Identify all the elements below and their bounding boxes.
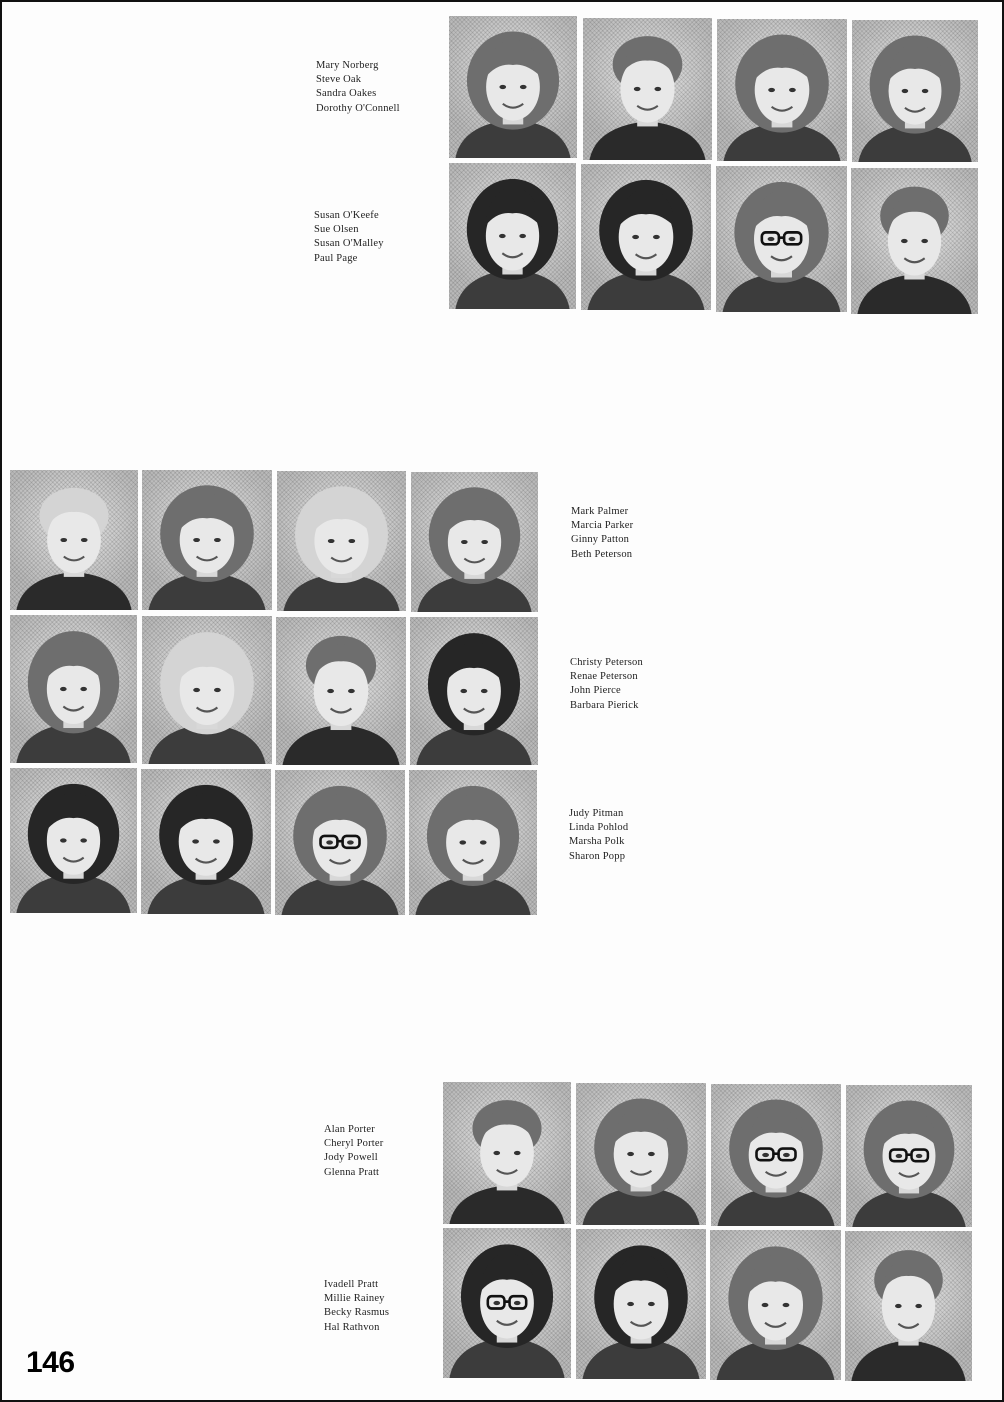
student-name: Dorothy O'Connell: [316, 102, 400, 114]
portrait-photo: [142, 616, 272, 764]
student-name: Marcia Parker: [571, 520, 634, 532]
portrait-silhouette: [443, 1082, 571, 1224]
portrait-silhouette: [851, 168, 978, 314]
portrait-photo: [142, 470, 272, 610]
portrait-silhouette: [10, 470, 138, 610]
portrait-photo: [10, 768, 137, 913]
portrait-silhouette: [845, 1231, 972, 1381]
portrait-silhouette: [846, 1085, 972, 1227]
portrait-photo: [710, 1230, 841, 1380]
portrait-photo: [411, 472, 538, 612]
portrait-silhouette: [142, 470, 272, 610]
student-name: Jody Powell: [324, 1152, 378, 1164]
name-list-mary-norberg-group: [316, 59, 400, 116]
portrait-silhouette: [583, 18, 712, 160]
portrait-photo: [276, 617, 406, 765]
portrait-photo: [449, 163, 576, 309]
student-name: Cheryl Porter: [324, 1138, 384, 1150]
portrait-photo: [845, 1231, 972, 1381]
portrait-silhouette: [410, 617, 538, 765]
student-name: Susan O'Malley: [314, 238, 384, 250]
student-name: Hal Rathvon: [324, 1321, 380, 1333]
portrait-silhouette: [142, 616, 272, 764]
portrait-photo: [581, 164, 711, 310]
student-name: Susan O'Keefe: [314, 210, 379, 221]
portrait-silhouette: [443, 1228, 571, 1378]
student-name: Ginny Patton: [571, 534, 630, 546]
name-list-ivadell-pratt-group: [324, 1278, 389, 1335]
portrait-photo: [10, 470, 138, 610]
student-name: Ivadell Pratt: [324, 1279, 379, 1290]
student-name: Sharon Popp: [569, 850, 626, 862]
portrait-photo: [409, 770, 537, 915]
portrait-silhouette: [716, 166, 847, 312]
portrait-photo: [846, 1085, 972, 1227]
portrait-photo: [275, 770, 405, 915]
student-name: Millie Rainey: [324, 1293, 385, 1305]
student-name: Linda Pohlod: [569, 822, 629, 834]
portrait-photo: [851, 168, 978, 314]
name-list-judy-pitman-group: [569, 807, 628, 864]
student-name: Christy Peterson: [570, 657, 643, 668]
name-list-christy-peterson-group: [570, 656, 643, 713]
student-name: Judy Pitman: [569, 808, 624, 819]
student-name: Barbara Pierick: [570, 699, 639, 711]
portrait-silhouette: [449, 16, 577, 158]
portrait-silhouette: [852, 20, 978, 162]
portrait-silhouette: [717, 19, 847, 161]
portrait-silhouette: [409, 770, 537, 915]
portrait-photo: [443, 1082, 571, 1224]
portrait-photo: [711, 1084, 841, 1226]
student-name: Glenna Pratt: [324, 1166, 380, 1178]
student-name: Renae Peterson: [570, 671, 638, 683]
portrait-silhouette: [275, 770, 405, 915]
portrait-photo: [449, 16, 577, 158]
student-name: John Pierce: [570, 685, 621, 697]
student-name: Mark Palmer: [571, 506, 629, 517]
portrait-photo: [410, 617, 538, 765]
page-number: 146: [26, 1346, 75, 1379]
portrait-photo: [717, 19, 847, 161]
portrait-photo: [583, 18, 712, 160]
portrait-silhouette: [277, 471, 406, 611]
portrait-photo: [716, 166, 847, 312]
name-list-alan-porter-group: [324, 1123, 383, 1180]
portrait-silhouette: [10, 768, 137, 913]
student-name: Marsha Polk: [569, 836, 625, 848]
portrait-photo: [443, 1228, 571, 1378]
student-name: Sue Olsen: [314, 224, 359, 236]
portrait-silhouette: [141, 769, 271, 914]
name-list-susan-okeefe-group: [314, 209, 384, 266]
portrait-silhouette: [581, 164, 711, 310]
student-name: Steve Oak: [316, 74, 362, 86]
portrait-photo: [10, 615, 137, 763]
student-name: Becky Rasmus: [324, 1307, 390, 1319]
portrait-silhouette: [411, 472, 538, 612]
student-name: Mary Norberg: [316, 60, 379, 71]
student-name: Beth Peterson: [571, 548, 633, 560]
portrait-photo: [576, 1229, 706, 1379]
portrait-photo: [277, 471, 406, 611]
portrait-silhouette: [576, 1083, 706, 1225]
portrait-silhouette: [710, 1230, 841, 1380]
student-name: Alan Porter: [324, 1124, 375, 1135]
portrait-silhouette: [10, 615, 137, 763]
portrait-silhouette: [576, 1229, 706, 1379]
student-name: Sandra Oakes: [316, 88, 377, 100]
portrait-photo: [576, 1083, 706, 1225]
name-list-mark-palmer-group: [571, 505, 633, 562]
portrait-photo: [141, 769, 271, 914]
student-name: Paul Page: [314, 252, 358, 264]
portrait-photo: [852, 20, 978, 162]
portrait-silhouette: [276, 617, 406, 765]
portrait-silhouette: [711, 1084, 841, 1226]
portrait-silhouette: [449, 163, 576, 309]
